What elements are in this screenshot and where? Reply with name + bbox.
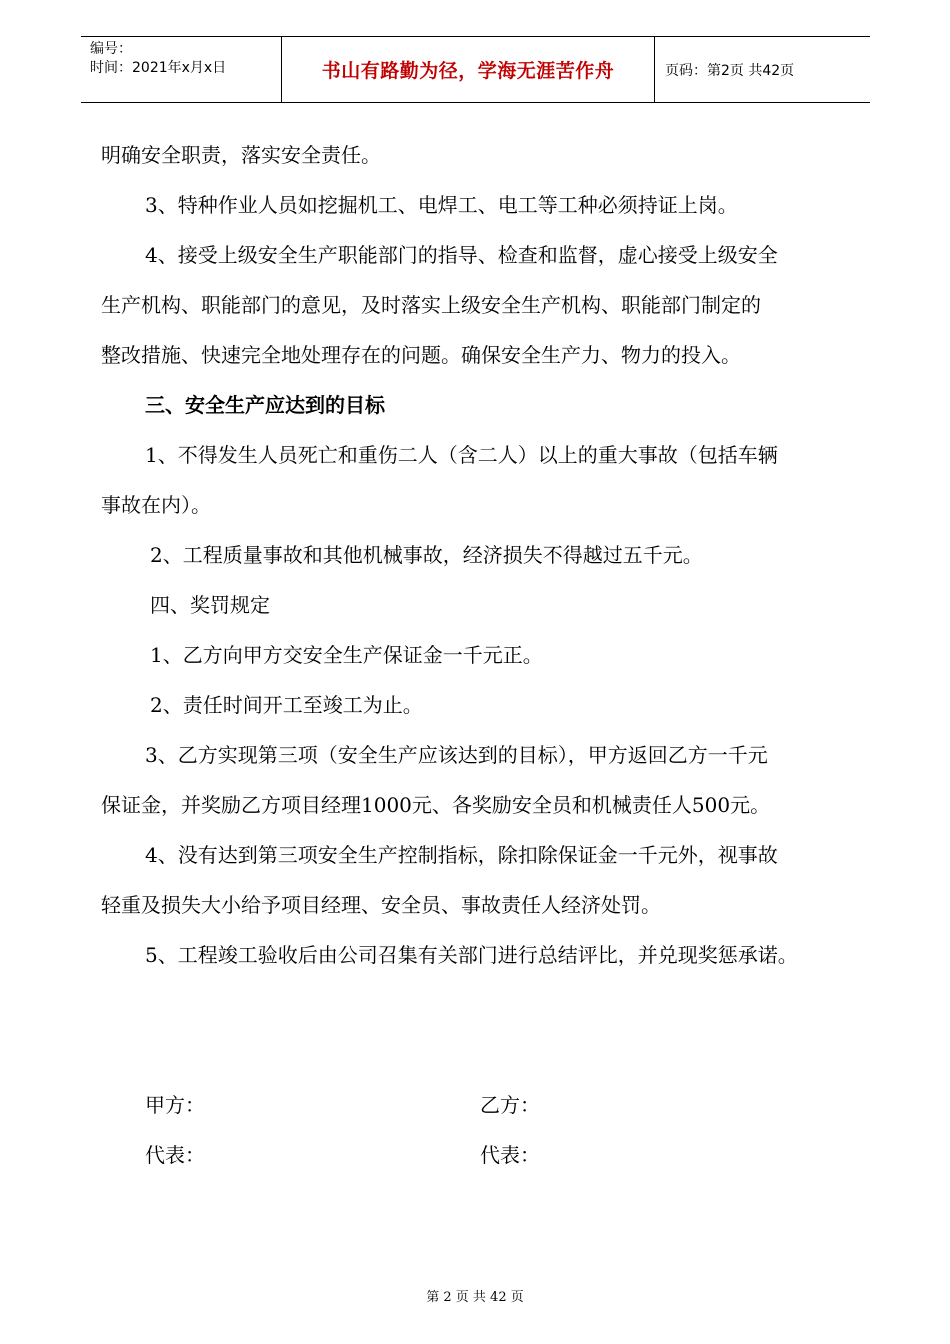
document-date-label: 时间：2021年x月x日 [90,60,227,76]
header-motto-cell [281,37,655,102]
header-left-cell [81,37,281,102]
party-a-label: 甲方： [145,1093,205,1117]
paragraph-line: 生产机构、职能部门的意见，及时落实上级安全生产机构、职能部门制定的 [101,293,761,317]
section-heading: 三、安全生产应达到的目标 [145,393,385,417]
paragraph-line: 明确安全职责，落实安全责任。 [101,143,381,167]
paragraph-line: 3、乙方实现第三项（安全生产应该达到的目标），甲方返回乙方一千元 [145,743,768,767]
header-page-cell [655,37,870,102]
paragraph-line: 1、乙方向甲方交安全生产保证金一千元正。 [150,643,543,667]
party-b-label: 乙方： [480,1093,540,1117]
paragraph-line: 保证金，并奖励乙方项目经理1000元、各奖励安全员和机械责任人500元。 [101,793,771,817]
page-footer: 第 2 页 共 42 页 [426,1290,524,1305]
party-b-representative-label: 代表： [480,1143,540,1167]
paragraph-line: 2、责任时间开工至竣工为止。 [150,693,423,717]
header-motto: 书山有路勤为径，学海无涯苦作舟 [321,60,615,82]
section-heading: 四、奖罚规定 [150,593,270,617]
paragraph-line: 4、没有达到第三项安全生产控制指标，除扣除保证金一千元外，视事故 [145,843,778,867]
paragraph-line: 5、工程竣工验收后由公司召集有关部门进行总结评比，并兑现奖惩承诺。 [145,943,798,967]
document-number-label: 编号： [90,41,132,57]
paragraph-line: 1、不得发生人员死亡和重伤二人（含二人）以上的重大事故（包括车辆 [145,443,778,467]
party-a-representative-label: 代表： [145,1143,205,1167]
paragraph-line: 事故在内）。 [101,493,211,517]
paragraph-line: 4、接受上级安全生产职能部门的指导、检查和监督，虚心接受上级安全 [145,243,778,267]
paragraph-line: 3、特种作业人员如挖掘机工、电焊工、电工等工种必须持证上岗。 [145,193,738,217]
header-page-info: 页码：第2页 共42页 [665,62,795,79]
paragraph-line: 轻重及损失大小给予项目经理、安全员、事故责任人经济处罚。 [101,893,661,917]
paragraph-line: 2、工程质量事故和其他机械事故，经济损失不得越过五千元。 [150,543,703,567]
page-header [81,36,870,103]
paragraph-line: 整改措施、快速完全地处理存在的问题。确保安全生产力、物力的投入。 [101,343,741,367]
